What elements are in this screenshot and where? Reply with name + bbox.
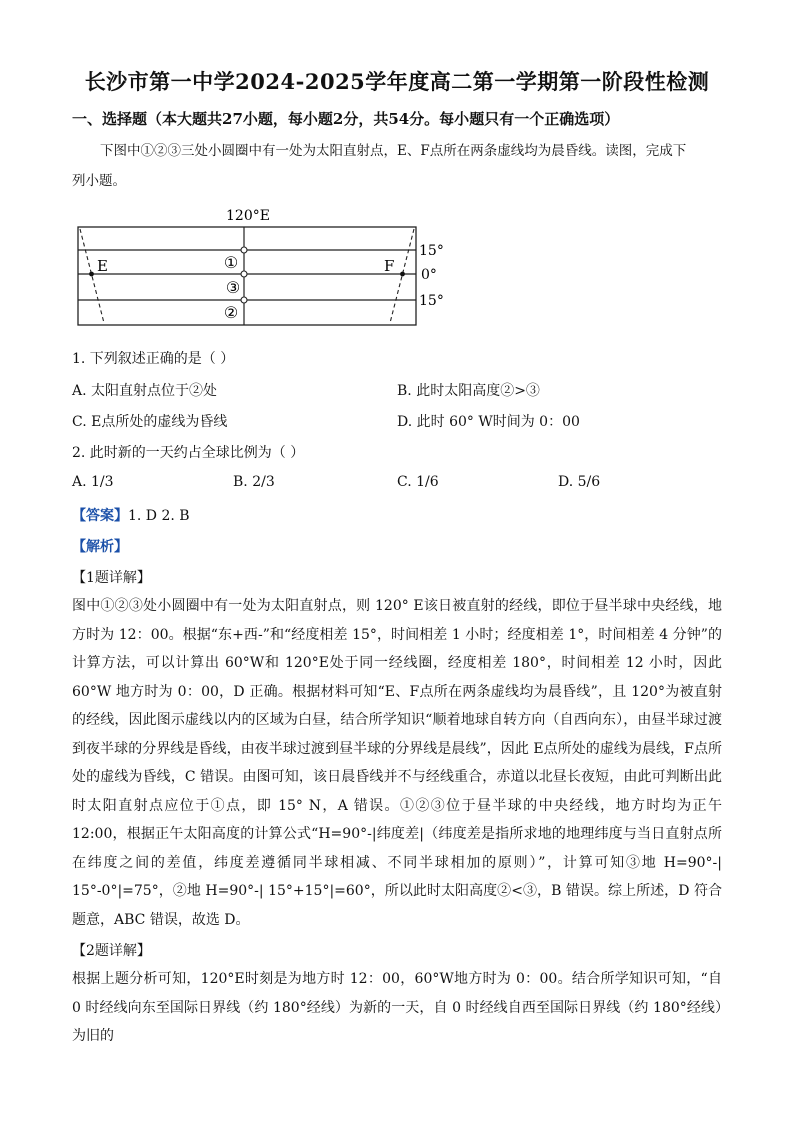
analysis-tag: 【解析】: [72, 539, 128, 555]
answer-line: [72, 505, 190, 525]
label-lat-15n: 15°: [419, 243, 444, 259]
detail-2-heading: 【2题详解】: [72, 943, 151, 959]
label-lat-15s: 15°: [419, 293, 444, 309]
point-e-dot: [89, 272, 94, 277]
label-circle-1: ①: [223, 253, 239, 272]
label-circle-2: ②: [223, 303, 239, 322]
detail-2-body: 根据上题分析可知，120°E时刻是为地方时 12：00，60°W地方时为 0：00。结合所学知识可知，“自 0 时经线向东至国际日界线（约 180°经线）为新的一天，自 0 时经线自西至国际日界线（约 180°经线）为旧的: [72, 971, 722, 1044]
question-1-option-d: D. 此时 60° W时间为 0：00: [397, 414, 580, 430]
intro-line-1: 下图中①②③三处小圆圈中有一处为太阳直射点，E、F点所在两条虚线均为晨昏线。读图，完成下: [100, 143, 687, 159]
question-1-option-c: C. E点所处的虚线为昏线: [72, 414, 228, 430]
label-circle-3: ③: [225, 278, 241, 297]
small-circle-2: [241, 297, 247, 303]
question-2-stem: 2. 此时新的一天约占全球比例为（ ）: [72, 445, 305, 461]
answer-text: 1. D 2. B: [128, 508, 190, 524]
question-2-option-c: C. 1/6: [397, 474, 439, 490]
question-2-option-b: B. 2/3: [233, 474, 275, 490]
terminator-figure: [0, 0, 794, 340]
label-120e: 120°E: [226, 208, 270, 224]
question-1-option-a: A. 太阳直射点位于②处: [72, 383, 218, 399]
label-e: E: [97, 257, 108, 275]
question-1-stem: 1. 下列叙述正确的是（ ）: [72, 351, 235, 367]
label-lat-0: 0°: [421, 267, 437, 283]
question-1-option-b: B. 此时太阳高度②>③: [397, 383, 540, 399]
point-f-dot: [400, 272, 405, 277]
intro-line-2: 列小题。: [72, 173, 126, 189]
small-circle-3: [241, 271, 247, 277]
question-2-option-d: D. 5/6: [558, 474, 601, 490]
page-title: 长沙市第一中学2024-2025学年度高二第一学期第一阶段性检测: [84, 69, 710, 94]
section-heading: 一、选择题（本大题共27小题，每小题2分，共54分。每小题只有一个正确选项）: [72, 110, 620, 128]
small-circle-1: [241, 247, 247, 253]
label-f: F: [384, 257, 395, 275]
question-2-option-a: A. 1/3: [72, 474, 114, 490]
detail-1-body: 图中①②③处小圆圈中有一处为太阳直射点，则 120° E该日被直射的经线，即位于昼半球中央经线，地方时为 12：00。根据“东+西-”和“经度相差 15°，时间相差 1 小时；经度相差 1°，时间相差 4 分钟”的计算方法，可以计算出 60°W和 120°E处于同一经线圈，经度相差 180°，时间相差 12 小时，因此 60°W 地方时为 0：00，D 正确。根据材料可知“E、F点所在两条虚线均为晨昏线”，且 120°为被直射的经线，因此图示虚线以内的区域为白昼，结合所学知识“顺着地球自转方向（自西向东），由昼半球过渡到夜半球的分界线是昏线，由夜半球过渡到昼半球的分界线是晨线”，因此 E点所处的虚线为晨线，F点所处的虚线为昏线，C 错误。由图可知，该日晨昏线并不与经线重合，赤道以北昼长夜短，由此可判断出此时太阳直射点应位于①点，即 15° N，A 错误。①②③位于昼半球的中央经线，地方时均为正午 12:00，根据正午太阳高度的计算公式“H=90°-|纬度差|（纬度差是指所求地的地理纬度与当日直射点所在纬度之间的差值，纬度差遵循同半球相减、不同半球相加的原则）”，计算可知③地 H=90°-| 15°-0°|=75°，②地 H=90°-| 15°+15°|=60°，所以此时太阳高度②<③，B 错误。综上所述，D 符合题意，ABC 错误，故选 D。: [72, 598, 722, 928]
answer-tag: 【答案】: [72, 508, 128, 524]
figure-frame: [78, 227, 416, 325]
detail-1-heading: 【1题详解】: [72, 570, 151, 586]
analysis-line: [72, 536, 128, 556]
